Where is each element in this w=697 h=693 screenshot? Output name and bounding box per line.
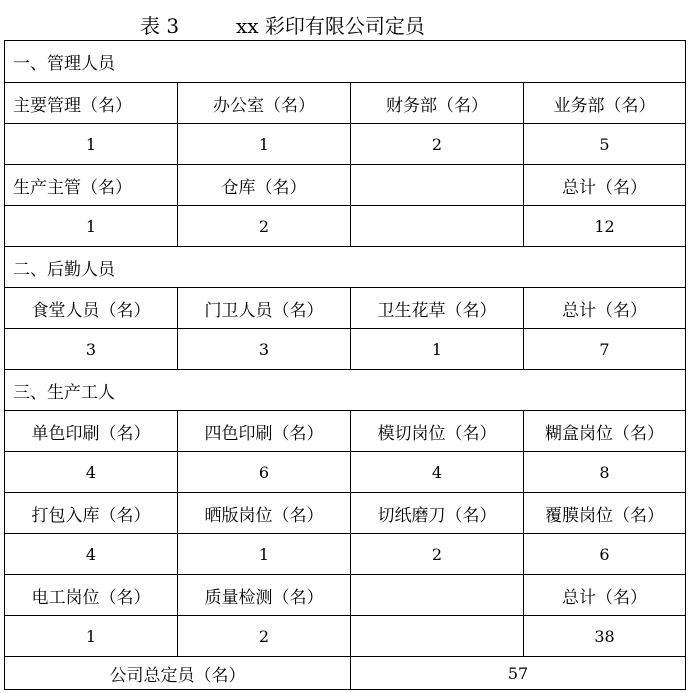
header-cell: 办公室（名） [178, 83, 351, 123]
section-heading-management: 一、管理人员 [13, 54, 115, 74]
value-cell: 1 [351, 329, 524, 369]
header-cell: 生产主管（名） [5, 165, 178, 205]
header-cell: 切纸磨刀（名） [351, 493, 524, 533]
header-cell: 门卫人员（名） [178, 288, 351, 328]
value-cell: 1 [178, 534, 351, 574]
header-cell [351, 165, 524, 205]
value-cell [351, 206, 524, 246]
table-header-row [5, 493, 685, 534]
header-cell: 打包入库（名） [5, 493, 178, 533]
header-cell: 模切岗位（名） [351, 411, 524, 451]
value-cell: 1 [5, 616, 178, 656]
value-cell: 5 [599, 134, 610, 154]
table-title: xx 彩印有限公司定员 [236, 14, 425, 38]
total-label: 公司总定员（名） [5, 657, 351, 689]
total-value: 57 [507, 663, 529, 683]
value-cell: 3 [178, 329, 351, 369]
document-title-bar [0, 0, 697, 40]
staffing-table [4, 40, 686, 690]
header-cell [351, 575, 524, 615]
header-cell: 电工岗位（名） [5, 575, 178, 615]
value-cell: 1 [5, 206, 178, 246]
table-header-row [5, 411, 685, 452]
header-cell: 卫生花草（名） [351, 288, 524, 328]
value-cell: 2 [351, 534, 524, 574]
header-cell: 质量检测（名） [178, 575, 351, 615]
table-number-label: 表 3 [140, 14, 180, 38]
header-cell: 四色印刷（名） [178, 411, 351, 451]
value-cell: 7 [599, 339, 610, 359]
value-cell: 1 [178, 124, 351, 164]
value-cell: 4 [351, 452, 524, 492]
header-cell: 财务部（名） [351, 83, 524, 123]
section-heading-row [5, 370, 685, 411]
header-cell: 单色印刷（名） [5, 411, 178, 451]
header-cell: 总计（名） [562, 300, 647, 321]
table-value-row [5, 616, 685, 657]
section-heading-row [5, 41, 685, 83]
table-header-row [5, 288, 685, 329]
table-value-row [5, 206, 685, 247]
table-value-row [5, 329, 685, 370]
header-cell: 食堂人员（名） [5, 288, 178, 328]
header-cell: 糊盒岗位（名） [545, 423, 664, 444]
value-cell: 3 [5, 329, 178, 369]
value-cell: 12 [594, 216, 615, 236]
section-heading-production: 三、生产工人 [13, 382, 115, 403]
table-value-row [5, 124, 685, 165]
section-heading-row [5, 247, 685, 288]
table-value-row [5, 452, 685, 493]
value-cell: 2 [351, 124, 524, 164]
value-cell: 1 [5, 124, 178, 164]
section-heading-logistics: 二、后勤人员 [13, 259, 115, 280]
header-cell: 主要管理（名） [5, 83, 178, 123]
table-header-row [5, 575, 685, 616]
table-header-row [5, 165, 685, 206]
value-cell: 38 [594, 626, 615, 646]
value-cell: 8 [599, 462, 610, 482]
header-cell: 业务部（名） [553, 95, 656, 116]
value-cell: 6 [599, 544, 610, 564]
header-cell: 晒版岗位（名） [178, 493, 351, 533]
value-cell: 4 [5, 452, 178, 492]
value-cell [351, 616, 524, 656]
header-cell: 总计（名） [562, 177, 647, 198]
header-cell: 仓库（名） [178, 165, 351, 205]
header-cell: 总计（名） [562, 587, 647, 608]
value-cell: 2 [178, 616, 351, 656]
table-header-row [5, 83, 685, 124]
table-value-row [5, 534, 685, 575]
value-cell: 2 [178, 206, 351, 246]
value-cell: 6 [178, 452, 351, 492]
value-cell: 4 [5, 534, 178, 574]
total-row [5, 657, 685, 689]
header-cell: 覆膜岗位（名） [545, 505, 664, 526]
